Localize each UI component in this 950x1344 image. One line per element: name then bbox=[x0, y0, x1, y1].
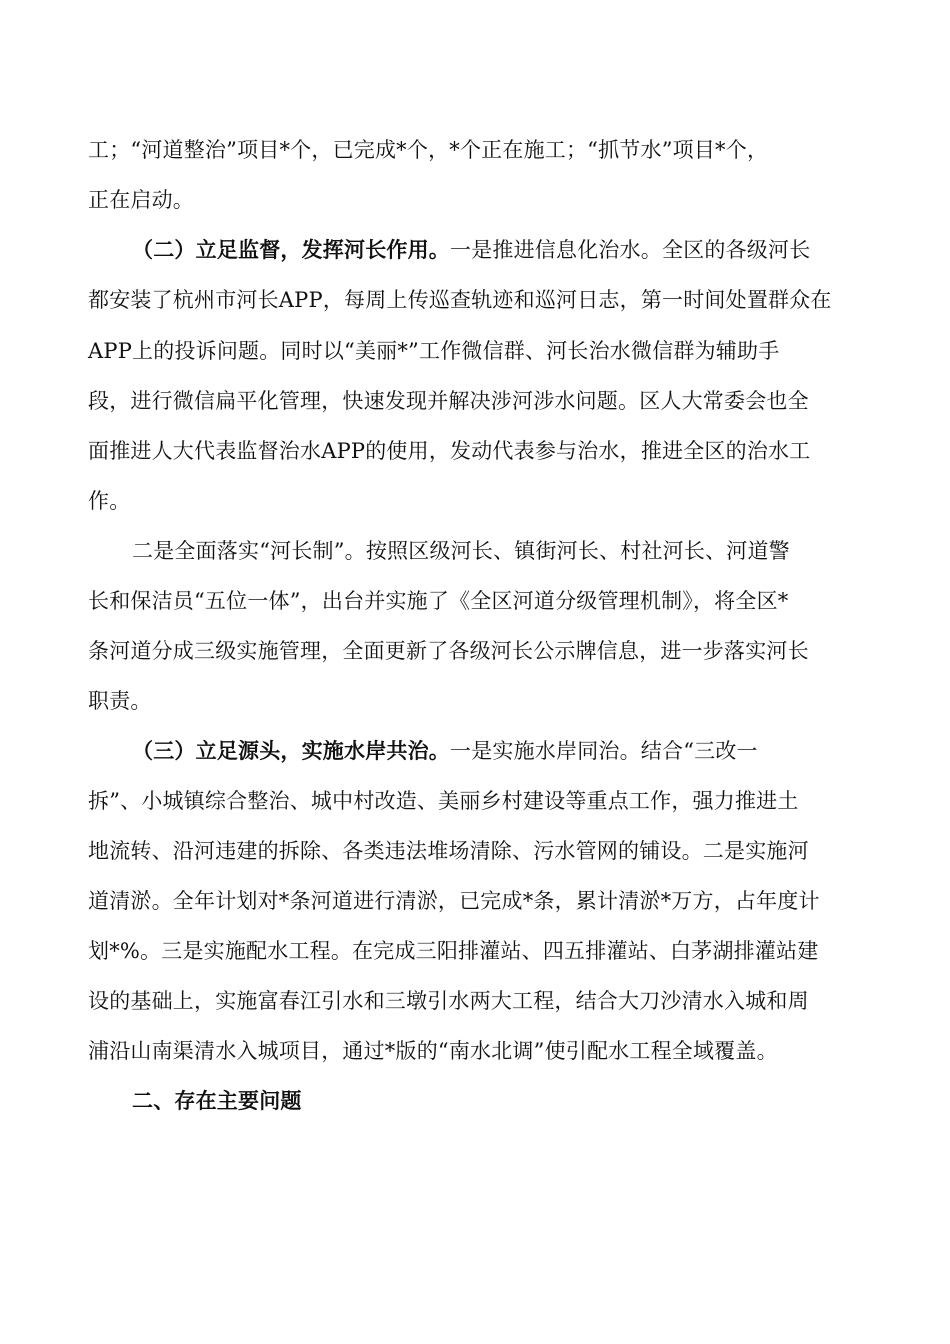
paragraph-2-heading: （二）立足监督，发挥河长作用。 bbox=[132, 237, 450, 262]
paragraph-2-line-5: 面推进人大代表监督治水APP的使用，发动代表参与治水，推进全区的治水工 bbox=[88, 439, 811, 463]
paragraph-1-line-2: 正在启动。 bbox=[88, 188, 194, 212]
paragraph-2-line-3: APP上的投诉问题。同时以“美丽*”工作微信群、河长治水微信群为辅助手 bbox=[88, 339, 780, 363]
paragraph-4-line-5: 划*%。三是实施配水工程。在完成三阳排灌站、四五排灌站、白茅湖排灌站建 bbox=[88, 939, 819, 963]
paragraph-3-line-2: 长和保洁员“五位一体”，出台并实施了《全区河道分级管理机制》，将全区* bbox=[88, 589, 789, 613]
paragraph-4-line-1: 一是实施水岸同治。结合“三改一 bbox=[450, 739, 758, 763]
paragraph-4-line-2: 拆”、小城镇综合整治、城中村改造、美丽乡村建设等重点工作，强力推进土 bbox=[88, 789, 799, 813]
paragraph-4-line-7: 浦沿山南渠清水入城项目，通过*版的“南水北调”使引配水工程全域覆盖。 bbox=[88, 1039, 778, 1063]
paragraph-1-line-1: 工；“河道整治”项目*个，已完成*个，*个正在施工；“抓节水”项目*个， bbox=[88, 138, 769, 162]
paragraph-4-line-4: 道清淤。全年计划对*条河道进行清淤，已完成*条，累计清淤*万方，占年度计 bbox=[88, 889, 820, 913]
paragraph-2-line-2: 都安装了杭州市河长APP，每周上传巡查轨迹和巡河日志，第一时间处置群众在 bbox=[88, 288, 832, 312]
paragraph-4-line-3: 地流转、沿河违建的拆除、各类违法堆场清除、污水管网的铺设。二是实施河 bbox=[88, 839, 809, 863]
paragraph-4-heading: （三）立足源头，实施水岸共治。 bbox=[132, 738, 450, 763]
paragraph-2-line-6: 作。 bbox=[88, 489, 131, 513]
paragraph-2-line-1: 一是推进信息化治水。全区的各级河长 bbox=[450, 238, 811, 262]
paragraph-3-line-1: 二是全面落实“河长制”。按照区级河长、镇街河长、村社河长、河道警 bbox=[132, 539, 790, 563]
paragraph-3-line-4: 职责。 bbox=[88, 689, 152, 713]
paragraph-4-first-line bbox=[132, 736, 758, 766]
section-heading: 二、存在主要问题 bbox=[132, 1088, 302, 1113]
paragraph-2-line-4: 段，进行微信扁平化管理，快速发现并解决涉河涉水问题。区人大常委会也全 bbox=[88, 389, 809, 413]
paragraph-3-line-3: 条河道分成三级实施管理，全面更新了各级河长公示牌信息，进一步落实河长 bbox=[88, 639, 809, 663]
paragraph-4-line-6: 设的基础上，实施富春江引水和三墩引水两大工程，结合大刀沙清水入城和周 bbox=[88, 989, 809, 1013]
paragraph-2-first-line bbox=[132, 235, 810, 265]
